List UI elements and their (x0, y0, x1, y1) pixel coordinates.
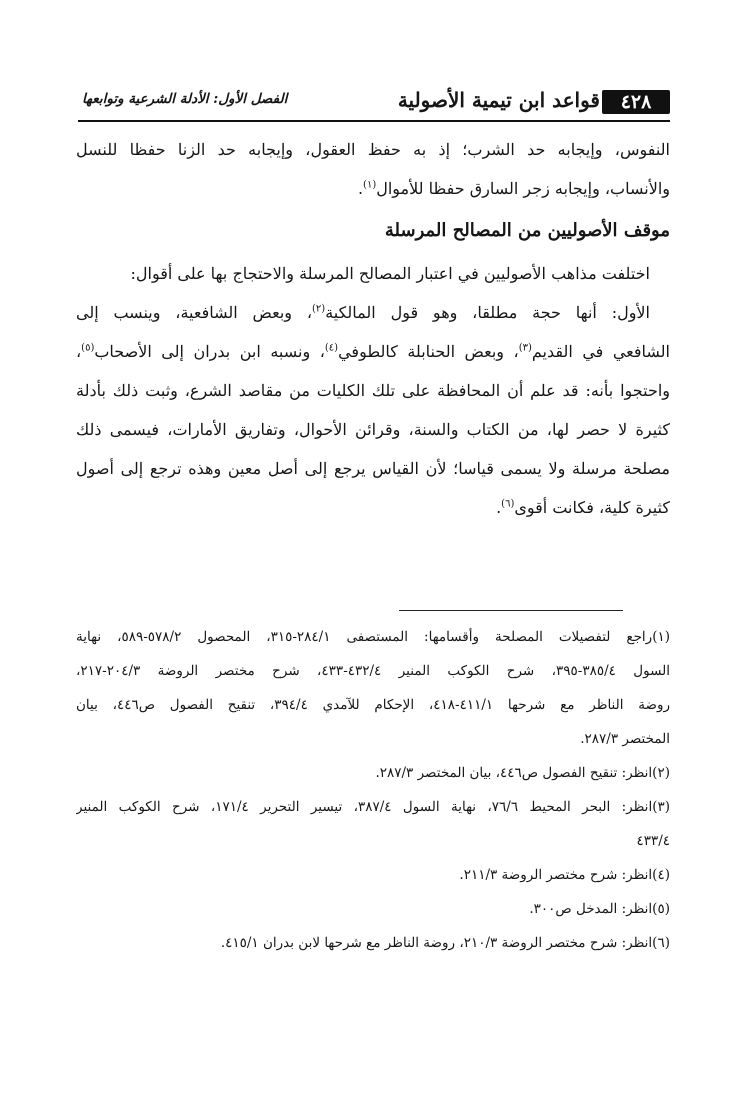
footnote-ref[interactable]: (٦) (501, 498, 515, 510)
footnote-line: (٥)انظر: المدخل ص٣٠٠. (529, 901, 670, 917)
text-line: واحتجوا بأنه: قد علم أن المحافظة على تلك الكليات من مقاصد الشرع، وثبت ذلك بأدلة (76, 381, 670, 400)
text-line: والأنساب، وإيجابه زجر السارق حفظا للأموال$^{(١)}$. (357, 179, 670, 198)
footnote-line: (٢)انظر: تنقيح الفصول ص٤٤٦، بيان المختصر ٢٨٧/٣. (375, 765, 670, 781)
book-title: قواعد ابن تيمية الأصولية (397, 88, 600, 112)
text-line: مصلحة مرسلة ولا يسمى قياسا؛ لأن القياس يرجع إلى أصل معين وهذه ترجع إلى أصول (76, 459, 670, 478)
text-line: الشافعي في القديم$^{(٣)}$، وبعض الحنابلة كالطوفي$^{(٤)}$، ونسبه ابن بدران إلى الأصحاب$^{(٥)}$، (76, 342, 670, 361)
text-line: النفوس، وإيجابه حد الشرب؛ إذ به حفظ العقول، وإيجابه حد الزنا حفظا للنسل (76, 140, 670, 159)
footnote-ref[interactable]: (١) (363, 179, 377, 191)
footnote-line: المختصر ٢٨٧/٣. (580, 731, 670, 747)
text-line: اختلفت مذاهب الأصوليين في اعتبار المصالح المرسلة والاحتجاج بها على أقوال: (130, 264, 650, 283)
section-heading: موقف الأصوليين من المصالح المرسلة (384, 220, 670, 241)
footnote-ref[interactable]: (٤) (324, 342, 339, 354)
footnote-separator (399, 610, 623, 611)
footnote-line: ٤٣٣/٤ (636, 833, 670, 849)
page-number: ٤٢٨ (602, 90, 670, 114)
footnote-line: (١)راجع لتفصيلات المصلحة وأقسامها: المستصفى ٢٨٤/١-٣١٥، المحصول ٥٧٨/٢-٥٨٩، نهاية (76, 629, 670, 645)
footnote-line: روضة الناظر مع شرحها ٤١١/١-٤١٨، الإحكام للآمدي ٣٩٤/٤، تنقيح الفصول ص٤٤٦، بيان (76, 697, 670, 713)
main-text (76, 130, 670, 527)
page-header (78, 86, 670, 122)
footnote-line: السول ٣٨٥/٤-٣٩٥، شرح الكوكب المنير ٤٣٢/٤-٤٣٣، شرح مختصر الروضة ٢٠٤/٣-٢١٧، (76, 663, 670, 679)
footnote-ref[interactable]: (٣) (518, 342, 532, 354)
footnote-ref[interactable]: (٢) (312, 303, 326, 315)
text-line: كثيرة لا حصر لها، من الكتاب والسنة، وقرائن الأحوال، وتفاريق الأمارات، فيسمى ذلك (76, 420, 670, 439)
footnote-line: (٤)انظر: شرح مختصر الروضة ٢١١/٣. (459, 867, 670, 883)
text-line: الأول: أنها حجة مطلقا، وهو قول المالكية$^{(٢)}$، وبعض الشافعية، وينسب إلى (76, 303, 651, 322)
footnote-ref[interactable]: (٥) (81, 342, 95, 354)
footnote-line: (٦)انظر: شرح مختصر الروضة ٢١٠/٣، روضة الناظر مع شرحها لابن بدران ٤١٥/١. (220, 935, 670, 951)
footnotes (76, 620, 670, 960)
chapter-title: الفصل الأول: الأدلة الشرعية وتوابعها (82, 91, 288, 107)
text-line: كثيرة كلية، فكانت أقوى$^{(٦)}$. (496, 498, 670, 517)
footnote-line: (٣)انظر: البحر المحيط ٧٦/٦، نهاية السول ٣٨٧/٤، تيسير التحرير ١٧١/٤، شرح الكوكب المنير (76, 799, 670, 815)
